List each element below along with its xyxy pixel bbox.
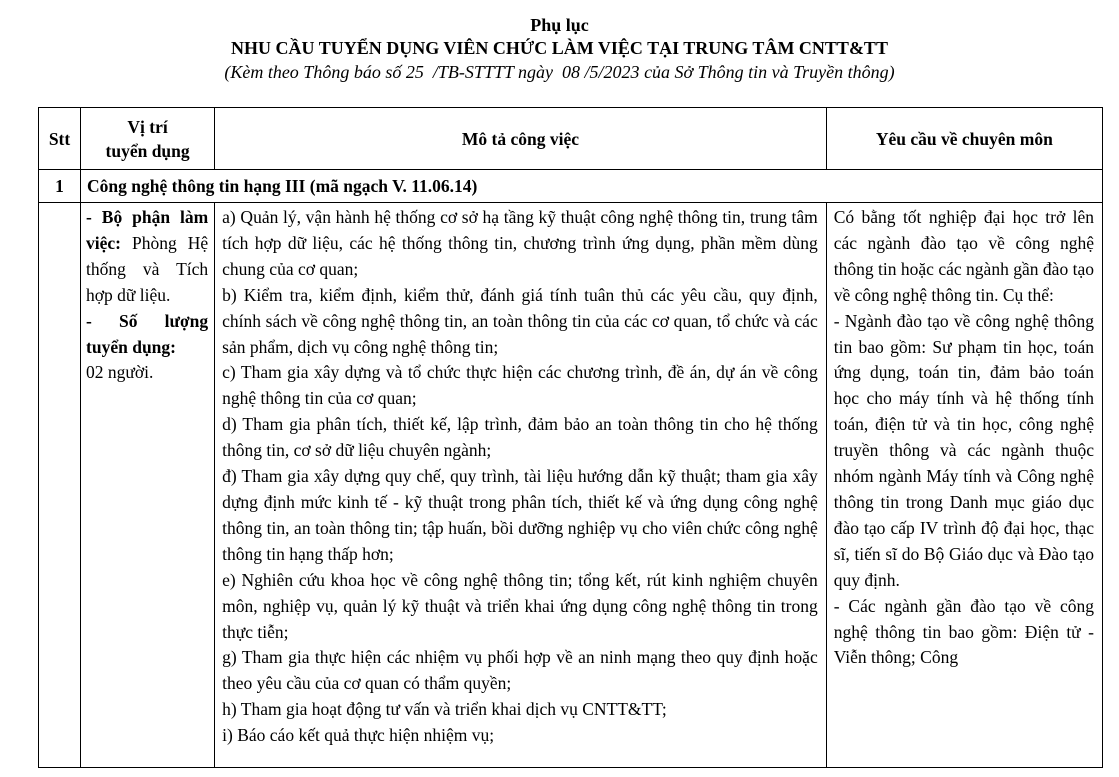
position-cell [81, 203, 215, 768]
description-item: b) Kiểm tra, kiểm định, kiểm thử, đánh giá tính tuân thủ các yêu cầu, quy định, chính sách về công nghệ thông tin, an toàn thông tin của các cơ quan, tổ chức và các sản phẩm, dịch vụ công nghệ thông tin; [222, 284, 818, 357]
description-item: d) Tham gia phân tích, thiết kế, lập trình, đảm bảo an toàn thông tin cho hệ thống thông tin, cơ sở dữ liệu chuyên ngành; [222, 414, 818, 461]
section-number: 1 [39, 170, 81, 203]
table-row [39, 203, 1103, 768]
document-subtitle [0, 61, 1119, 83]
description-item: c) Tham gia xây dựng và tổ chức thực hiện các chương trình, đề án, dự án về công nghệ thông tin của cơ quan; [222, 362, 818, 409]
description-item: h) Tham gia hoạt động tư vấn và triển khai dịch vụ CNTT&TT; [222, 699, 667, 720]
recruitment-table [38, 107, 1103, 768]
requirement-item: - Ngành đào tạo về công nghệ thông tin bao gồm: Sư phạm tin học, toán ứng dụng, toán tin, đảm bảo toán học cho máy tính và hệ thống tính toán, điện tử và tin học, công nghệ truyền thông và các ngành thuộc nhóm ngành Máy tính và Công nghệ thông tin trong Danh mục giáo dục đào tạo cấp IV trình độ đại học, thạc sĩ, tiến sĩ do Bộ Giáo dục và Đào tạo quy định. [833, 310, 1094, 590]
row-stt-cell [39, 203, 81, 768]
description-item: i) Báo cáo kết quả thực hiện nhiệm vụ; [222, 725, 495, 746]
header-position-line2: tuyển dụng [105, 140, 190, 161]
requirement-item: - Các ngành gần đào tạo về công nghệ thông tin bao gồm: Điện tử - Viễn thông; Công [833, 595, 1094, 668]
subtitle-part1: (Kèm theo Thông báo số [224, 62, 402, 82]
appendix-label: Phụ lục [530, 15, 589, 35]
description-item: a) Quản lý, vận hành hệ thống cơ sở hạ tầng kỹ thuật công nghệ thông tin, trung tâm tích hợp dữ liệu, các hệ thống thông tin, chương trình ứng dụng, phần mềm dùng chung của cơ quan; [222, 207, 818, 279]
quantity-label: - Số lượng tuyển dụng: [86, 310, 209, 357]
description-cell [215, 203, 827, 768]
requirement-item: Có bằng tốt nghiệp đại học trở lên các ngành đào tạo về công nghệ thông tin hoặc các ngành gần đào tạo về công nghệ thông tin. Cụ thể: [833, 207, 1094, 305]
description-item: g) Tham gia thực hiện các nhiệm vụ phối hợp về an ninh mạng theo quy định hoặc theo yêu cầu của cơ quan có thẩm quyền; [222, 647, 818, 694]
dept-value: Phòng Hệ thống và Tích hợp dữ liệu. [86, 232, 209, 305]
header-description: Mô tả công việc [215, 108, 827, 170]
requirements-cell [826, 203, 1102, 768]
dept-label-a: - Bộ phận làm [86, 207, 209, 227]
header-requirements: Yêu cầu về chuyên môn [826, 108, 1102, 170]
section-title: Công nghệ thông tin hạng III (mã ngạch V. 11.06.14) [81, 170, 1103, 203]
header-stt: Stt [39, 108, 81, 170]
table-header-row [39, 108, 1103, 170]
subtitle-number: 25 [401, 62, 429, 82]
header-position-line1: Vị trí [127, 116, 168, 137]
document-title: NHU CẦU TUYỂN DỤNG VIÊN CHỨC LÀM VIỆC TẠI TRUNG TÂM CNTT&TT [231, 38, 888, 58]
subtitle-part3: của Sở Thông tin và Truyền thông) [639, 62, 895, 82]
dept-label-b: việc: [86, 232, 122, 253]
section-row [39, 170, 1103, 203]
description-item: đ) Tham gia xây dựng quy chế, quy trình, tài liệu hướng dẫn kỹ thuật; tham gia xây dựng định mức kinh tế - kỹ thuật trong phân tích, thiết kế và ứng dụng công nghệ thông tin, an toàn thông tin; tập huấn, bồi dưỡng nghiệp vụ cho viên chức công nghệ thông tin hạng thấp hơn; [222, 466, 818, 564]
header-position [81, 108, 215, 170]
subtitle-date: 08 /5/2023 [557, 62, 640, 82]
description-item: e) Nghiên cứu khoa học về công nghệ thông tin; tổng kết, rút kinh nghiệm chuyên môn, nghiệp vụ, quản lý kỹ thuật và triển khai ứng dụng công nghệ thông tin trong thực tiễn; [222, 569, 818, 642]
subtitle-part2: /TB-STTTT ngày [428, 62, 558, 82]
quantity-value: 02 người. [86, 362, 154, 383]
